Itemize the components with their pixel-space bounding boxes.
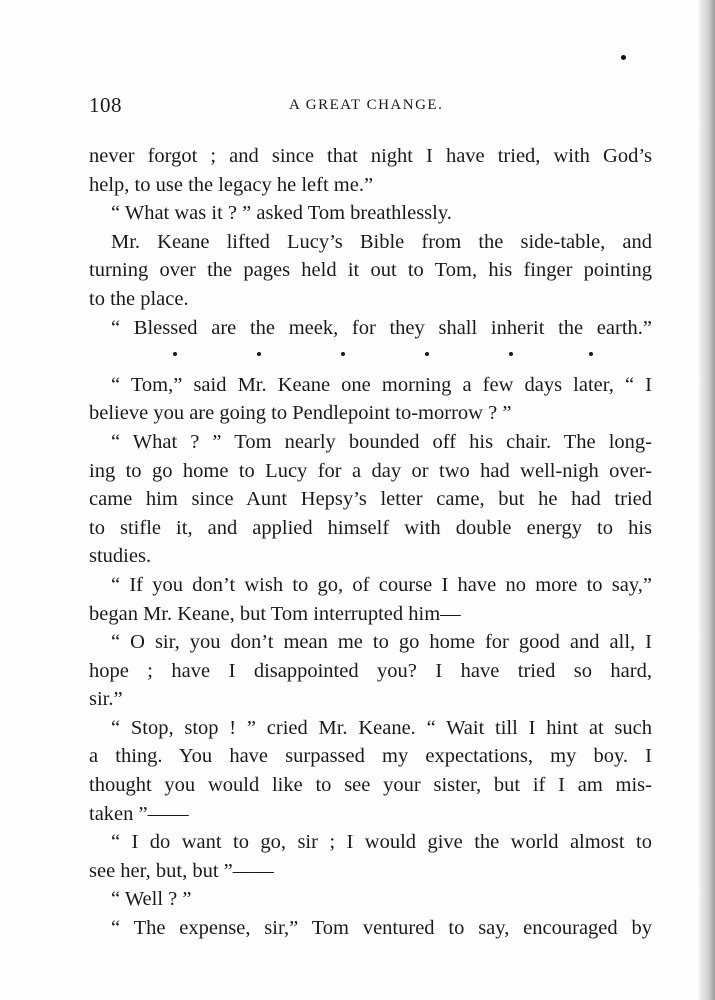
text-line: “ What ? ” Tom nearly bounded off his chair. The long- <box>111 430 652 453</box>
text-line: “ O sir, you don’t mean me to go home for good and all, I <box>111 631 652 654</box>
running-head: A GREAT CHANGE. <box>289 97 444 113</box>
body-text <box>89 142 652 943</box>
text-line: see her, but, but ”—— <box>89 859 274 882</box>
text-line: a thing. You have surpassed my expectations, my boy. I <box>89 745 652 768</box>
text-line: began Mr. Keane, but Tom interrupted him— <box>89 602 461 625</box>
text-line: to stifle it, and applied himself with double energy to his <box>89 516 652 539</box>
text-line: “ What was it ? ” asked Tom breathlessly. <box>111 202 452 225</box>
text-line: turning over the pages held it out to Tom, his finger pointing <box>89 259 652 282</box>
section-break-dots <box>89 342 652 371</box>
text-line: taken ”—— <box>89 802 189 825</box>
page-header <box>89 93 652 123</box>
text-line: Mr. Keane lifted Lucy’s Bible from the side-table, and <box>111 230 652 253</box>
ellipsis-dot <box>257 352 261 356</box>
ellipsis-dot <box>341 352 345 356</box>
ellipsis-dot <box>173 352 177 356</box>
text-line: “ Stop, stop ! ” cried Mr. Keane. “ Wait till I hint at such <box>111 716 652 739</box>
ellipsis-dot <box>509 352 513 356</box>
page-number: 108 <box>89 93 122 117</box>
text-line: “ Well ? ” <box>111 888 192 911</box>
text-line: believe you are going to Pendlepoint to-morrow ? ” <box>89 402 512 425</box>
text-line: “ Blessed are the meek, for they shall inherit the earth.” <box>111 316 652 339</box>
text-line: ing to go home to Lucy for a day or two had well-nigh over- <box>89 459 652 482</box>
text-line: “ The expense, sir,” Tom ventured to say, encouraged by <box>111 917 652 940</box>
text-line: “ I do want to go, sir ; I would give the world almost to <box>111 831 652 854</box>
text-line: never forgot ; and since that night I have tried, with God’s <box>89 145 652 167</box>
ink-speck <box>621 55 626 60</box>
ellipsis-dot <box>589 352 593 356</box>
text-line: hope ; have I disappointed you? I have tried so hard, <box>89 659 652 682</box>
ellipsis-dot <box>425 352 429 356</box>
text-line: “ If you don’t wish to go, of course I have no more to say,” <box>111 573 652 596</box>
text-line: thought you would like to see your sister, but if I am mis- <box>89 774 652 797</box>
text-line: help, to use the legacy he left me.” <box>89 173 374 196</box>
text-line: to the place. <box>89 287 189 310</box>
text-line: studies. <box>89 545 152 568</box>
page-edge-shadow <box>699 0 715 1000</box>
text-line: came him since Aunt Hepsy’s letter came, but he had tried <box>89 488 652 511</box>
text-line: sir.” <box>89 688 123 711</box>
text-line: “ Tom,” said Mr. Keane one morning a few days later, “ I <box>111 373 652 396</box>
